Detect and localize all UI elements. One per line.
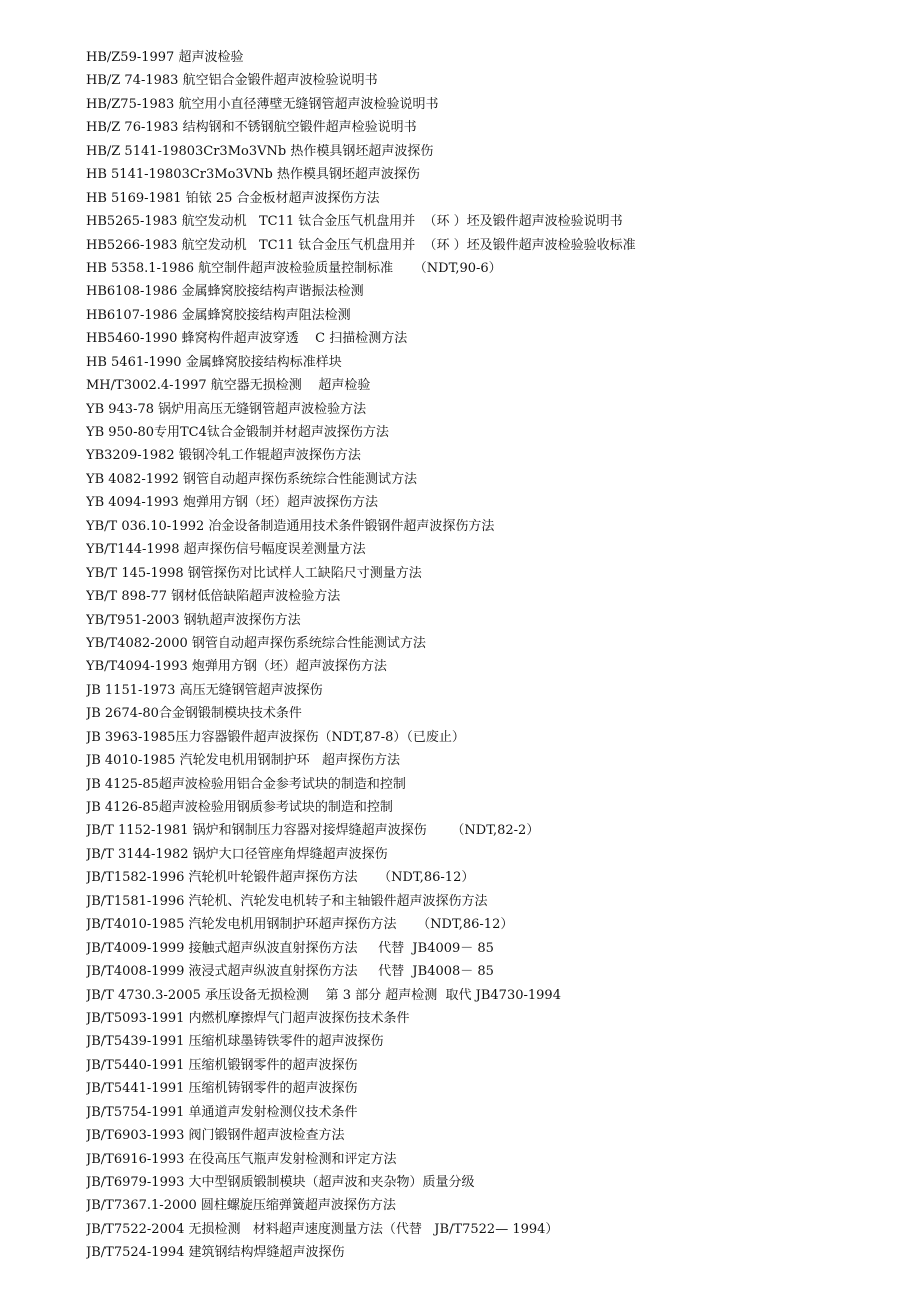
standard-entry: YB/T 145-1998 钢管探伤对比试样人工缺陷尺寸测量方法 (86, 565, 422, 581)
standard-entry: HB6108-1986 金属蜂窝胶接结构声谐振法检测 (86, 284, 364, 300)
standard-entry: YB/T4094-1993 炮弹用方钢（坯）超声波探伤方法 (86, 659, 387, 675)
standard-entry: JB/T4010-1985 汽轮发电机用钢制护环超声探伤方法 （NDT,86-12） (86, 917, 514, 933)
standard-entry: JB/T5441-1991 压缩机铸钢零件的超声波探伤 (86, 1081, 358, 1097)
standard-entry: HB5460-1990 蜂窝构件超声波穿透 C 扫描检测方法 (86, 331, 408, 347)
standard-entry: YB/T951-2003 钢轨超声波探伤方法 (86, 612, 301, 628)
standard-entry: HB 5169-1981 铂铱 25 合金板材超声波探伤方法 (86, 190, 380, 206)
standard-entry: YB/T144-1998 超声探伤信号幅度误差测量方法 (86, 542, 366, 558)
standard-entry: YB/T4082-2000 钢管自动超声探伤系统综合性能测试方法 (86, 635, 426, 651)
standard-entry: JB/T4009-1999 接触式超声纵波直射探伤方法 代替 JB4009－ 85 (86, 940, 494, 956)
standard-entry: JB 2674-80合金钢锻制模块技术条件 (86, 706, 302, 722)
standard-entry: JB 4126-85超声波检验用钢质参考试块的制造和控制 (86, 800, 393, 815)
standard-entry: YB 4082-1992 钢管自动超声探伤系统综合性能测试方法 (86, 471, 417, 487)
standard-entry: YB/T 898-77 钢材低倍缺陷超声波检验方法 (86, 589, 341, 605)
standard-entry: JB/T 3144-1982 锅炉大口径管座角焊缝超声波探伤 (86, 846, 388, 862)
standard-entry: JB/T7524-1994 建筑钢结构焊缝超声波探伤 (86, 1245, 345, 1261)
standard-entry: YB 950-80专用TC4钛合金锻制并材超声波探伤方法 (86, 425, 389, 440)
standard-entry: JB/T4008-1999 液浸式超声纵波直射探伤方法 代替 JB4008－ 85 (86, 964, 494, 980)
standard-entry: JB/T6916-1993 在役高压气瓶声发射检测和评定方法 (86, 1151, 397, 1167)
standard-entry: HB6107-1986 金属蜂窝胶接结构声阻法检测 (86, 307, 351, 323)
standard-entry: HB 5141-19803Cr3Mo3VNb 热作模具钢坯超声波探伤 (86, 167, 420, 183)
standard-entry: JB/T5439-1991 压缩机球墨铸铁零件的超声波探伤 (86, 1034, 384, 1050)
standards-list (86, 46, 906, 1265)
standard-entry: HB/Z 5141-19803Cr3Mo3VNb 热作模具钢坯超声波探伤 (86, 143, 434, 159)
standard-entry: YB 4094-1993 炮弹用方钢（坯）超声波探伤方法 (86, 495, 378, 511)
standard-entry: JB 4125-85超声波检验用铝合金参考试块的制造和控制 (86, 776, 406, 792)
standard-entry: JB/T5093-1991 内燃机摩擦焊气门超声波探伤技术条件 (86, 1010, 410, 1026)
standard-entry: YB 943-78 锅炉用高压无缝钢管超声波检验方法 (86, 401, 367, 417)
standard-entry: JB/T 4730.3-2005 承压设备无损检测 第 3 部分 超声检测 取代 JB4730-1994 (86, 987, 561, 1003)
standard-entry: HB/Z 76-1983 结构钢和不锈钢航空锻件超声检验说明书 (86, 120, 417, 136)
standard-entry: JB/T6903-1993 阀门锻钢件超声波检查方法 (86, 1128, 345, 1144)
standard-entry: HB/Z75-1983 航空用小直径薄壁无缝钢管超声波检验说明书 (86, 96, 439, 112)
standard-entry: JB/T5754-1991 单通道声发射检测仪技术条件 (86, 1104, 358, 1120)
standard-entry: JB 3963-1985压力容器锻件超声波探伤（NDT,87-8）（已废止） (86, 729, 465, 745)
standard-entry: JB 4010-1985 汽轮发电机用钢制护环 超声探伤方法 (86, 753, 400, 769)
standard-entry: HB5265-1983 航空发动机 TC11 钛合金压气机盘用并 （环 ）坯及锻件超声波检验说明书 (86, 214, 623, 230)
standard-entry: JB/T5440-1991 压缩机锻钢零件的超声波探伤 (86, 1057, 358, 1073)
standard-entry: JB/T7522-2004 无损检测 材料超声速度测量方法（代替 JB/T7522— 1994） (86, 1221, 559, 1237)
standard-entry: HB 5461-1990 金属蜂窝胶接结构标准样块 (86, 354, 342, 370)
standard-entry: HB 5358.1-1986 航空制件超声波检验质量控制标准 （NDT,90-6） (86, 260, 502, 276)
standard-entry: JB/T 1152-1981 锅炉和钢制压力容器对接焊缝超声波探伤 （NDT,82-2） (86, 823, 540, 839)
standard-entry: JB/T6979-1993 大中型钢质锻制模块（超声波和夹杂物）质量分级 (86, 1175, 475, 1190)
standard-entry: HB/Z 74-1983 航空铝合金锻件超声波检验说明书 (86, 73, 378, 89)
standard-entry: MH/T3002.4-1997 航空器无损检测 超声检验 (86, 378, 371, 394)
standard-entry: JB/T1582-1996 汽轮机叶轮锻件超声探伤方法 （NDT,86-12） (86, 870, 475, 886)
standard-entry: HB/Z59-1997 超声波检验 (86, 50, 244, 65)
standard-entry: HB5266-1983 航空发动机 TC11 钛合金压气机盘用并 （环 ）坯及锻件超声波检验验收标准 (86, 237, 636, 253)
standard-entry: YB/T 036.10-1992 冶金设备制造通用技术条件锻钢件超声波探伤方法 (86, 518, 495, 534)
standard-entry: JB/T1581-1996 汽轮机、汽轮发电机转子和主轴锻件超声波探伤方法 (86, 893, 488, 909)
standard-entry: JB 1151-1973 高压无缝钢管超声波探伤 (86, 682, 323, 698)
standard-entry: JB/T7367.1-2000 圆柱螺旋压缩弹簧超声波探伤方法 (86, 1198, 396, 1214)
standard-entry: YB3209-1982 锻钢冷轧工作辊超声波探伤方法 (86, 448, 361, 464)
